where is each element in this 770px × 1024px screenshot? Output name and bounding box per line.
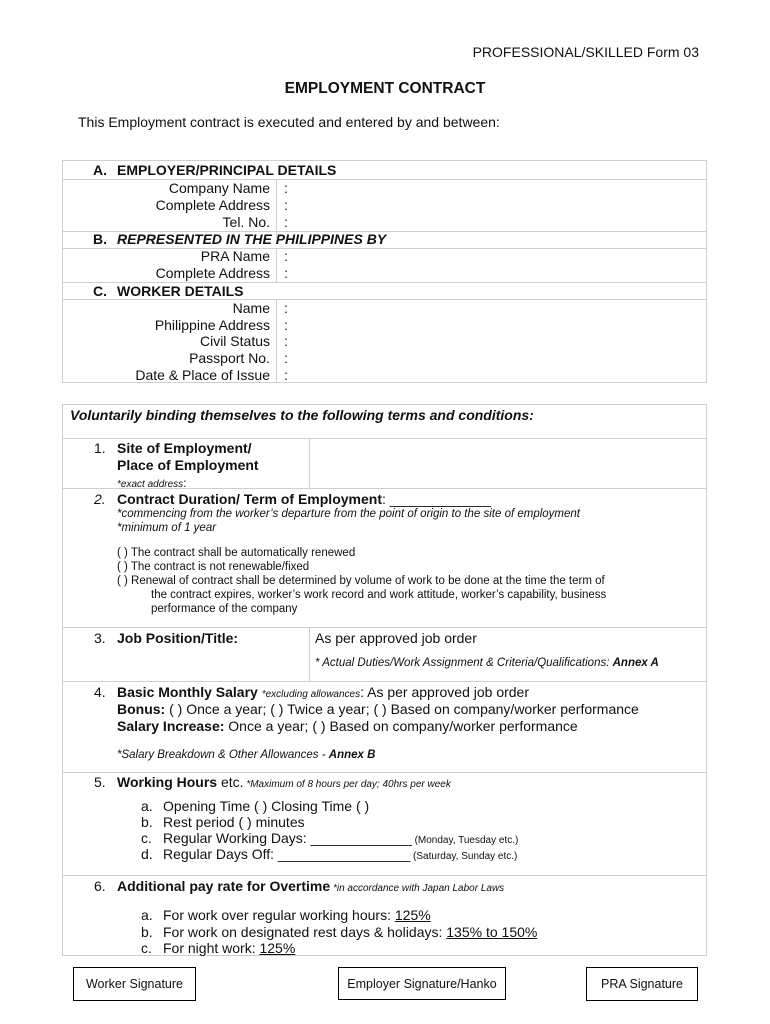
section-c-heading: C. WORKER DETAILS [93,283,244,299]
site-of-employment-field[interactable] [312,440,704,486]
field-value[interactable]: : [284,367,288,383]
working-hours-line[interactable]: Rest period ( ) minutes [163,814,305,830]
field-label: Name [232,300,270,316]
field-label: Complete Address [155,265,270,281]
pra-signature-box[interactable]: PRA Signature [586,967,698,1001]
item2-note: *minimum of 1 year [117,522,217,534]
item1-note: *exact address: [117,476,187,490]
column-divider [276,299,277,383]
salary-breakdown-note: *Salary Breakdown & Other Allowances - Annex B [117,749,376,761]
page-title: EMPLOYMENT CONTRACT [284,80,486,97]
item1-title: Place of Employment [117,457,259,473]
working-hours-line[interactable]: Regular Working Days: _____________ (Monday, Tuesday etc.) [163,830,519,846]
field-label: Passport No. [189,350,270,366]
item2-note: *commencing from the worker’s departure from the point of origin to the site of employment [117,508,580,520]
terms-table [62,404,707,956]
item-number: 6. [94,878,106,894]
field-label: Company Name [168,180,270,196]
item2-title: Contract Duration/ Term of Employment: _____________ [117,491,491,507]
intro-text: This Employment contract is executed and entered by and between: [78,114,500,130]
job-position-value: As per approved job order [315,630,477,646]
worker-signature-box[interactable]: Worker Signature [73,967,196,1001]
bonus-line[interactable]: Bonus: ( ) Once a year; ( ) Twice a year; ( ) Based on company/worker performance [117,701,639,717]
field-label: Date & Place of Issue [135,367,270,383]
terms-heading: Voluntarily binding themselves to the following terms and conditions: [70,407,534,423]
sub-letter: c. [141,940,152,956]
form-number: PROFESSIONAL/SKILLED Form 03 [472,44,699,60]
party-details-table [62,160,707,383]
sub-letter: b. [141,814,153,830]
field-label: Complete Address [155,197,270,213]
item3-title: Job Position/Title: [117,630,239,646]
field-value[interactable]: : [284,197,288,213]
overtime-rate-line: For night work: 125% [163,940,296,956]
working-hours-line[interactable]: Opening Time ( ) Closing Time ( ) [163,798,370,814]
sub-letter: a. [141,798,153,814]
sub-letter: b. [141,924,153,940]
item-number: 4. [94,684,106,700]
field-label: Civil Status [199,333,270,349]
sub-letter: d. [141,846,153,862]
field-value[interactable]: : [284,180,288,196]
column-divider [276,248,277,282]
item-number: 1. [94,440,106,456]
item3-note: * Actual Duties/Work Assignment & Criteria/Qualifications: Annex A [315,657,659,669]
section-a-heading: A. EMPLOYER/PRINCIPAL DETAILS [93,162,337,178]
item6-title: Additional pay rate for Overtime *in accordance with Japan Labor Laws [117,878,505,894]
item-number: 2. [94,491,106,507]
item-number: 5. [94,774,106,790]
field-value[interactable]: : [284,214,288,230]
column-divider [276,179,277,238]
field-value[interactable]: : [284,265,288,281]
item1-title: Site of Employment/ [117,440,252,456]
field-value[interactable]: : [284,317,288,333]
field-value[interactable]: : [284,350,288,366]
working-hours-line[interactable]: Regular Days Off: _________________ (Saturday, Sunday etc.) [163,846,518,862]
sub-letter: a. [141,907,153,923]
item-number: 3. [94,630,106,646]
field-value[interactable]: : [284,248,288,264]
overtime-rate-line: For work over regular working hours: 125% [163,907,431,923]
column-divider [309,627,310,681]
field-label: Philippine Address [154,317,270,333]
sub-letter: c. [141,830,152,846]
column-divider [309,438,310,488]
field-label: Tel. No. [222,214,270,230]
field-value[interactable]: : [284,300,288,316]
overtime-rate-line: For work on designated rest days & holidays: 135% to 150% [163,924,538,940]
field-value[interactable]: : [284,333,288,349]
renewal-option[interactable]: ( ) The contract is not renewable/fixed [117,561,310,573]
renewal-option-cont: performance of the company [151,603,298,615]
renewal-option[interactable]: ( ) Renewal of contract shall be determined by volume of work to be done at the time the term of [117,575,605,587]
item4-title: Basic Monthly Salary *excluding allowances: As per approved job order [117,684,530,700]
salary-increase-line[interactable]: Salary Increase: Once a year; ( ) Based on company/worker performance [117,718,578,734]
employer-signature-box[interactable]: Employer Signature/Hanko [338,967,506,1000]
item5-title: Working Hours etc. *Maximum of 8 hours per day; 40hrs per week [117,774,451,790]
renewal-option-cont: the contract expires, worker’s work record and work attitude, worker’s capability, business [151,589,607,601]
section-b-heading: B. REPRESENTED IN THE PHILIPPINES BY [93,231,387,247]
renewal-option[interactable]: ( ) The contract shall be automatically renewed [117,547,356,559]
field-label: PRA Name [200,248,270,264]
